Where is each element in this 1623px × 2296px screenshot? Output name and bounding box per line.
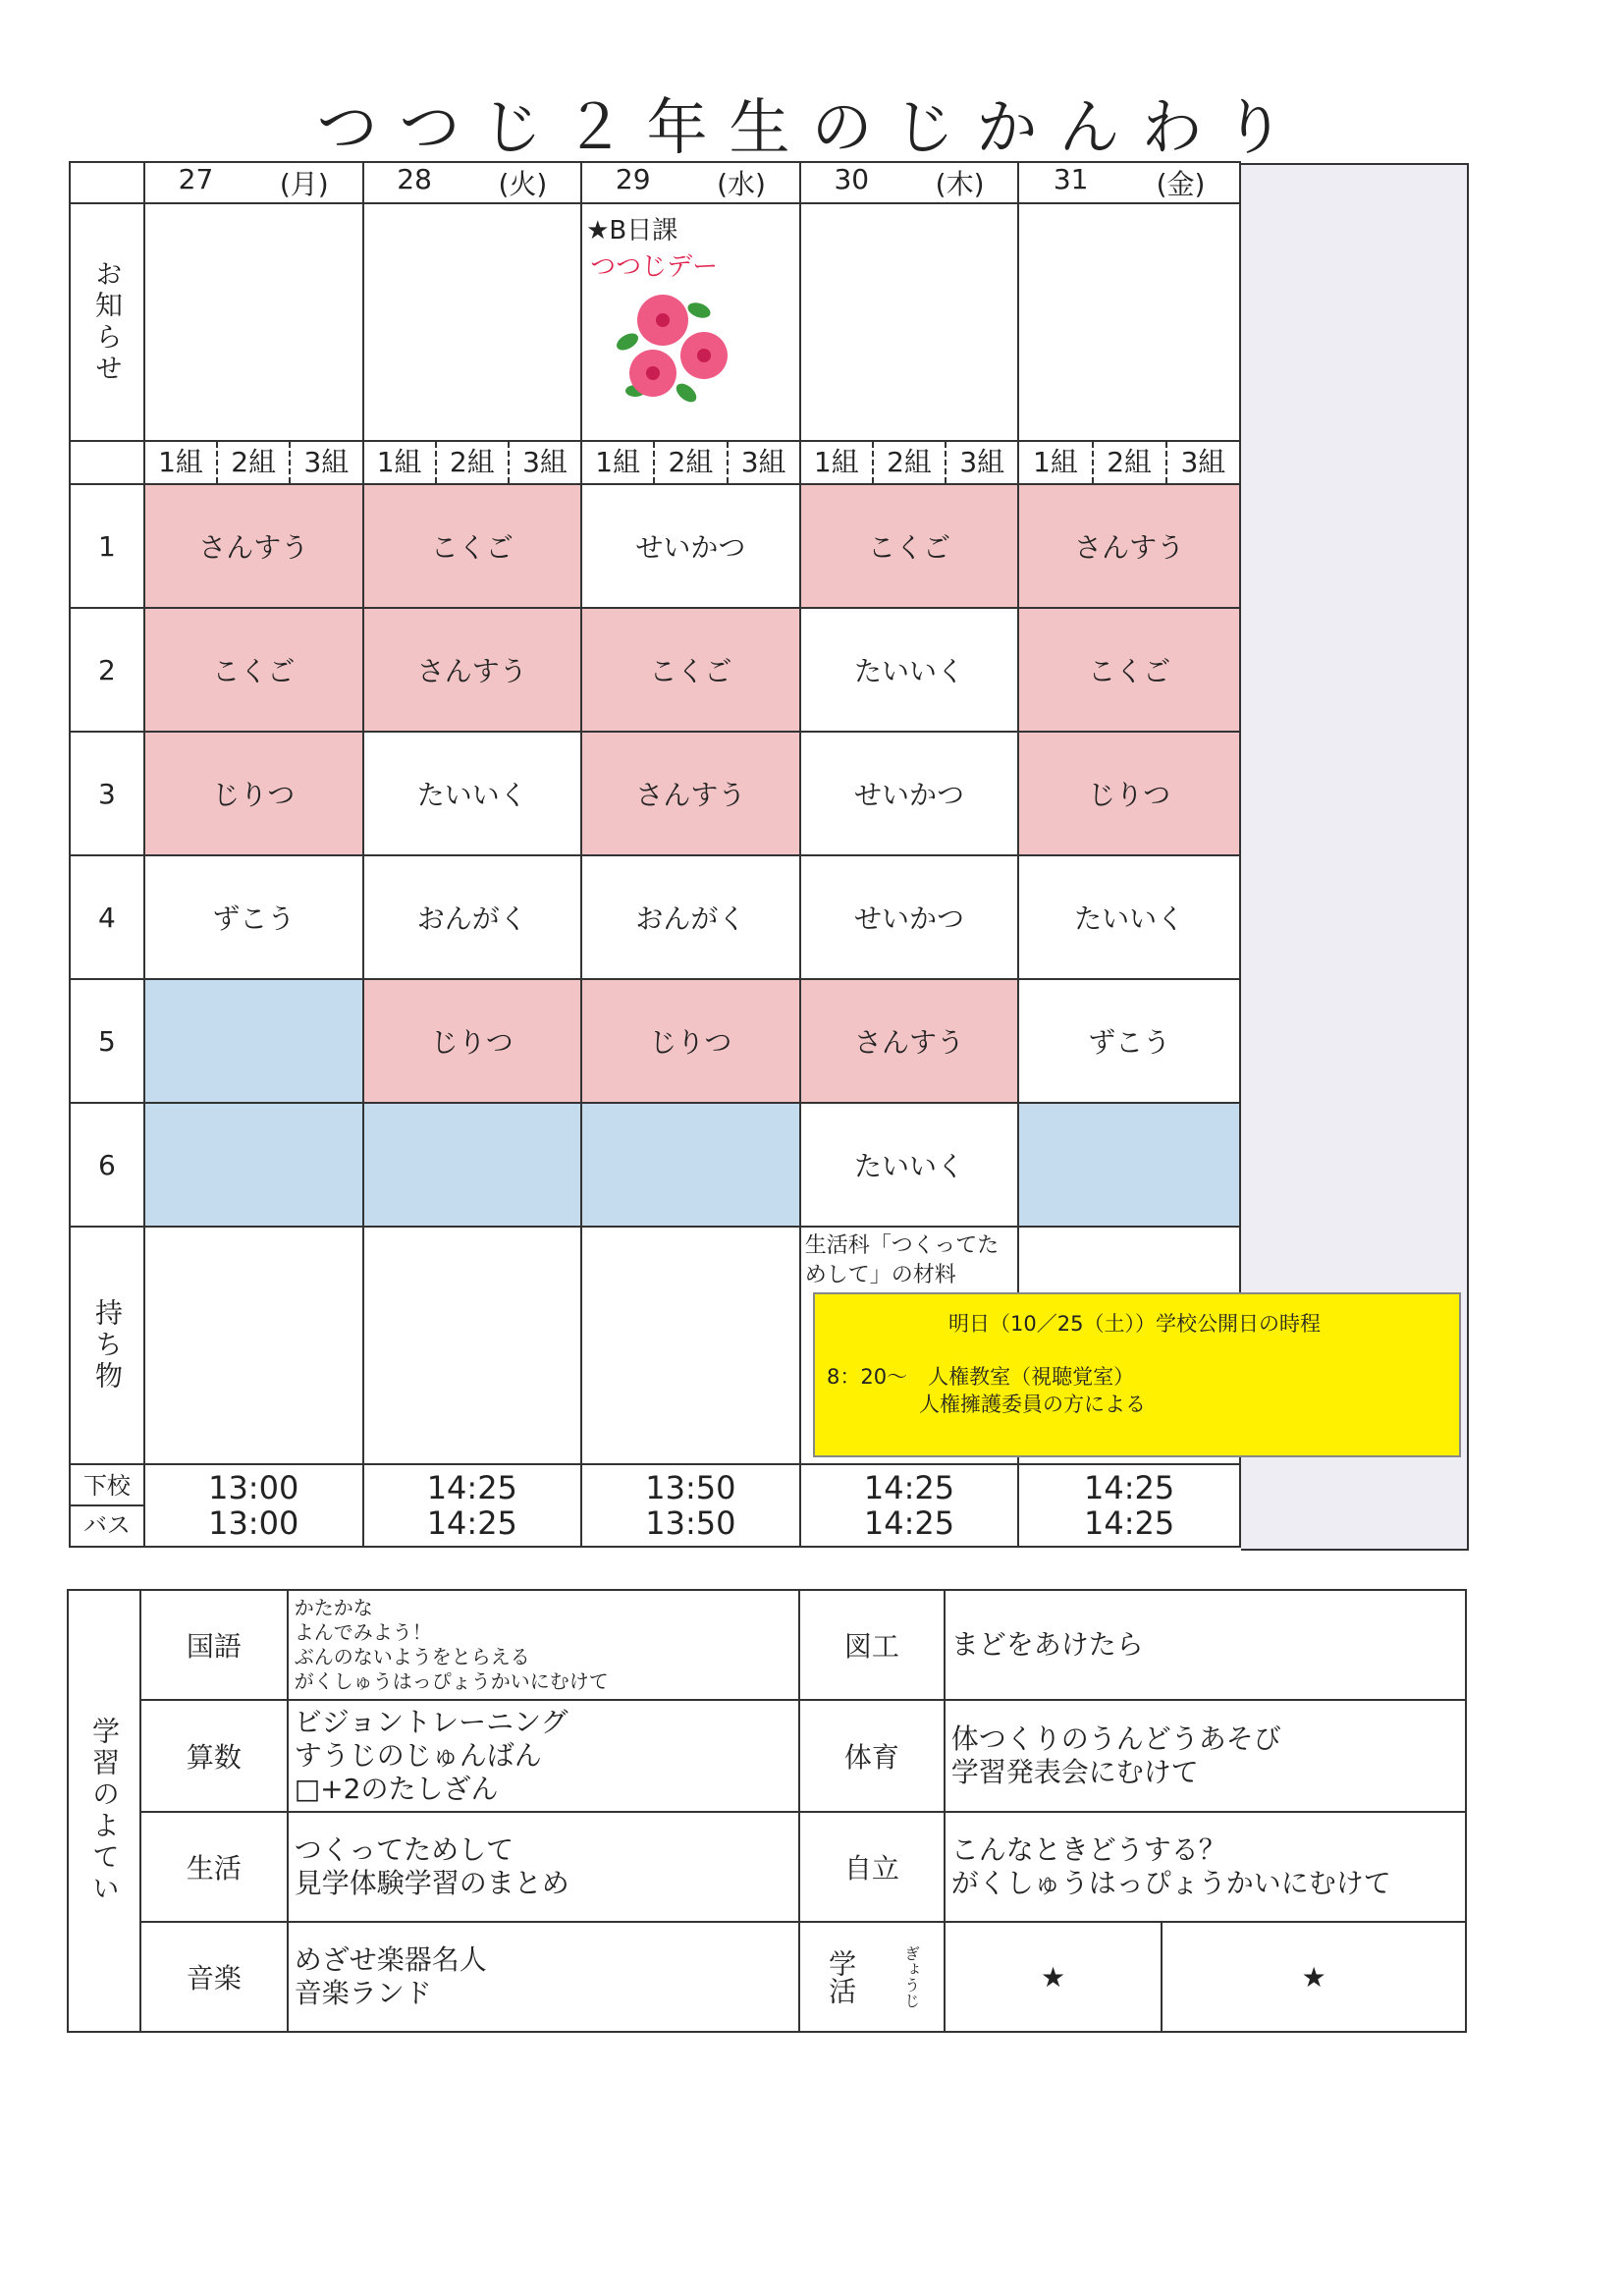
period-cell: せいかつ (800, 732, 1019, 855)
period-cell: たいいく (800, 1103, 1019, 1227)
period-row (70, 855, 1240, 979)
period-cell (144, 1103, 363, 1227)
learn-row (68, 1812, 1466, 1922)
b-schedule-note: ★B日課 (586, 216, 678, 246)
learning-plan-label: 学習のよてい (68, 1590, 140, 2032)
notice-cell (1018, 203, 1240, 441)
period-row (70, 732, 1240, 855)
content-seikatsu: つくってためして 見学体験学習のまとめ (288, 1812, 799, 1922)
time-cell: 13:50 13:50 (581, 1464, 800, 1547)
time-cell: 14:25 14:25 (800, 1464, 1019, 1547)
page-title: つつじ２年生のじかんわり (316, 91, 1307, 163)
subject-zuko: 図工 (799, 1590, 945, 1700)
period-cell: せいかつ (581, 484, 800, 608)
content-taiiku: 体つくりのうんどうあそび 学習発表会にむけて (945, 1700, 1466, 1812)
period-row (70, 1103, 1240, 1227)
corner-cell (70, 441, 144, 484)
period-cell: さんすう (800, 979, 1019, 1103)
period-row (70, 979, 1240, 1103)
period-cell: さんすう (144, 484, 363, 608)
period-cell: せいかつ (800, 855, 1019, 979)
period-cell: ずこう (1018, 979, 1240, 1103)
notice-cell (363, 203, 582, 441)
period-cell: こくご (363, 484, 582, 608)
period-cell: ずこう (144, 855, 363, 979)
period-number: 4 (70, 855, 144, 979)
period-cell: さんすう (1018, 484, 1240, 608)
period-cell: おんがく (581, 855, 800, 979)
period-number: 5 (70, 979, 144, 1103)
content-ongaku: めざせ楽器名人 音楽ランド (288, 1922, 799, 2032)
gakkatsu-item: ★ (1162, 1922, 1466, 2032)
period-cell (581, 1103, 800, 1227)
period-cell: たいいく (800, 608, 1019, 732)
open-school-notice: 明日（10／25（土））学校公開日の時程 8：20～ 人権教室（視聴覚室） 人権擁護委員の方による (813, 1292, 1461, 1457)
day-header: 28 (火) (363, 162, 582, 203)
day-header: 31 (金) (1018, 162, 1240, 203)
period-cell: おんがく (363, 855, 582, 979)
time-cell: 14:25 14:25 (1018, 1464, 1240, 1547)
belongings-cell (581, 1227, 800, 1464)
time-row (70, 1464, 1240, 1547)
subject-ongaku: 音楽 (140, 1922, 288, 2032)
period-number: 1 (70, 484, 144, 608)
belongings-cell-thu: 生活科「つくってためして」の材料 (800, 1227, 1019, 1464)
class-header: 1組 2組 3組 (363, 441, 582, 484)
content-jiritsu: こんなときどうする？ がくしゅうはっぴょうかいにむけて (945, 1812, 1466, 1922)
day-header: 29 (水) (581, 162, 800, 203)
period-cell: こくご (1018, 608, 1240, 732)
notice-label: お知らせ (70, 203, 144, 441)
period-cell: じりつ (581, 979, 800, 1103)
time-labels: 下校 バス (70, 1464, 144, 1547)
belongings-cell (144, 1227, 363, 1464)
class-header-row (70, 441, 1240, 484)
class-header: 1組 2組 3組 (800, 441, 1019, 484)
subject-seikatsu: 生活 (140, 1812, 288, 1922)
tsutsuji-day-note: つつじデー (590, 252, 719, 282)
period-number: 2 (70, 608, 144, 732)
corner-cell (70, 162, 144, 203)
time-cell: 13:00 13:00 (144, 1464, 363, 1547)
content-kokugo: かたかな よんでみよう！ ぶんのないようをとらえる がくしゅうはっぴょうかいにむけて (288, 1590, 799, 1700)
period-cell: じりつ (1018, 732, 1240, 855)
class-header: 1組 2組 3組 (1018, 441, 1240, 484)
period-cell: さんすう (581, 732, 800, 855)
period-cell (1018, 1103, 1240, 1227)
period-number: 6 (70, 1103, 144, 1227)
gakkatsu-item: ★ (945, 1922, 1163, 2032)
day-header: 27 (月) (144, 162, 363, 203)
class-header: 1組 2組 3組 (144, 441, 363, 484)
period-row (70, 608, 1240, 732)
time-cell: 14:25 14:25 (363, 1464, 582, 1547)
notice-cell (800, 203, 1019, 441)
subject-jiritsu: 自立 (799, 1812, 945, 1922)
subject-sansu: 算数 (140, 1700, 288, 1812)
learn-row (68, 1700, 1466, 1812)
learning-plan-table (67, 1589, 1467, 2033)
period-cell: じりつ (144, 732, 363, 855)
notice-cell-wed (581, 203, 800, 441)
period-cell: じりつ (363, 979, 582, 1103)
subject-kokugo: 国語 (140, 1590, 288, 1700)
belongings-label: 持ち物 (70, 1227, 144, 1464)
content-zuko: まどをあけたら (945, 1590, 1466, 1700)
period-cell: さんすう (363, 608, 582, 732)
belongings-cell (363, 1227, 582, 1464)
period-row (70, 484, 1240, 608)
content-sansu: ビジョントレーニング すうじのじゅんばん □+2のたしざん (288, 1700, 799, 1812)
day-header-row (70, 162, 1240, 203)
period-number: 3 (70, 732, 144, 855)
period-cell: たいいく (1018, 855, 1240, 979)
subject-taiiku: 体育 (799, 1700, 945, 1812)
azalea-flower-illustration (606, 283, 733, 410)
day-header: 30 (木) (800, 162, 1019, 203)
subject-gakkatsu: 学活 ぎょうじ (799, 1922, 945, 2032)
learn-row (68, 1590, 1466, 1700)
period-cell: こくご (144, 608, 363, 732)
learn-row (68, 1922, 1466, 2032)
period-cell: たいいく (363, 732, 582, 855)
notice-row (70, 203, 1240, 441)
period-cell (144, 979, 363, 1103)
period-cell (363, 1103, 582, 1227)
class-header: 1組 2組 3組 (581, 441, 800, 484)
period-cell: こくご (800, 484, 1019, 608)
notice-cell (144, 203, 363, 441)
period-cell: こくご (581, 608, 800, 732)
